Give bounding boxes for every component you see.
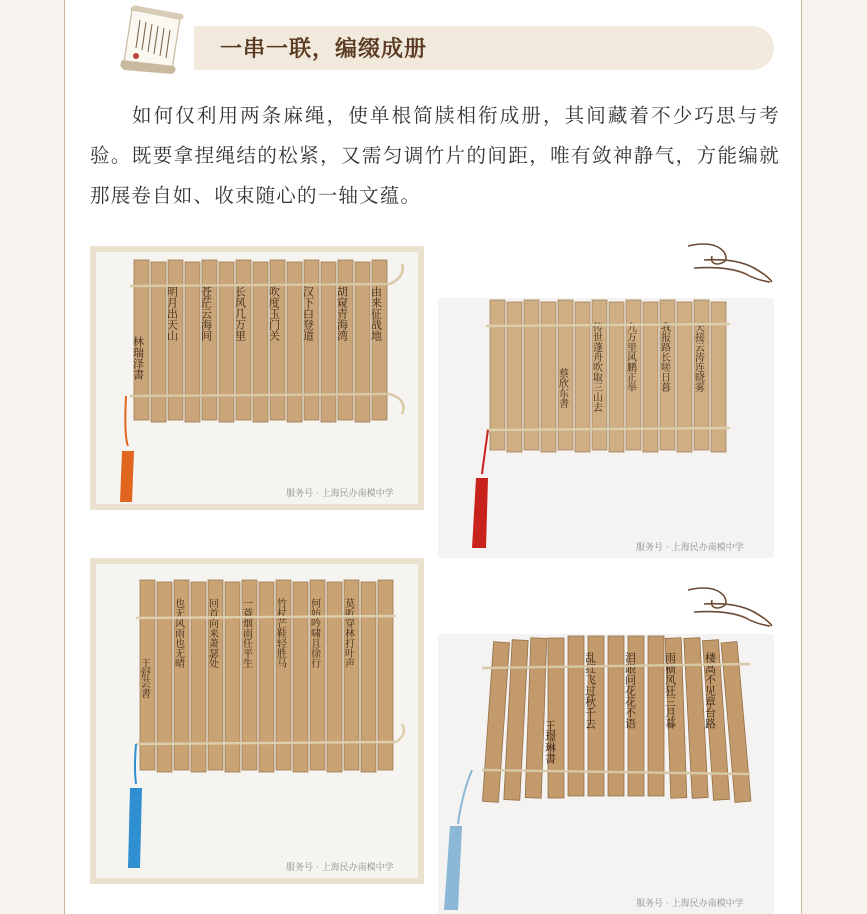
svg-text:蔡欣东書: 蔡欣东書 <box>556 368 568 408</box>
svg-text:传世蓬舟吹取三山去: 传世蓬舟吹取三山去 <box>590 322 602 412</box>
svg-text:天接云涛连晓雾: 天接云涛连晓雾 <box>692 322 704 392</box>
section-title: 一串一联，编缀成册 <box>220 37 428 62</box>
svg-text:泪眼问花花不语: 泪眼问花花不语 <box>623 652 637 729</box>
svg-text:九万里风鹏正举: 九万里风鹏正举 <box>624 322 636 392</box>
svg-text:王舒芸書: 王舒芸書 <box>138 658 150 698</box>
svg-text:何妨吟啸且徐行: 何妨吟啸且徐行 <box>308 598 320 668</box>
tassel <box>120 451 134 502</box>
tassel-cord <box>135 744 136 784</box>
svg-text:由来征战地: 由来征战地 <box>369 286 383 341</box>
svg-text:胡窥青海湾: 胡窥青海湾 <box>335 286 349 341</box>
bamboo-scroll-image <box>90 246 424 510</box>
watermark: 服务号 · 上海民办南模中学 <box>636 899 744 909</box>
svg-text:乱红飞过秋千去: 乱红飞过秋千去 <box>583 652 597 729</box>
bamboo-slip-photo-1 <box>90 246 424 510</box>
cloud-swirl-icon <box>684 238 774 286</box>
svg-text:林瑞泽書: 林瑞泽書 <box>131 336 145 380</box>
svg-text:竹杖芒鞋轻胜马: 竹杖芒鞋轻胜马 <box>274 598 286 668</box>
bamboo-scroll-image <box>438 298 774 558</box>
svg-text:汉下白登道: 汉下白登道 <box>301 286 315 341</box>
bamboo-slip-photo-3 <box>90 558 424 884</box>
watermark: 服务号 · 上海民办南模中学 <box>636 543 744 553</box>
tassel <box>128 788 142 868</box>
section-paragraph: 如何仅利用两条麻绳，使单根简牍相衔成册，其间藏着不少巧思与考验。既要拿捏绳结的松紧，又需匀调竹片的间距，唯有敛神静气，方能编就那展卷自如、收束随心的一轴文蕴。 <box>90 104 780 207</box>
svg-text:我报路长嗟日暮: 我报路长嗟日暮 <box>658 322 670 392</box>
scroll-icon <box>114 4 188 76</box>
bamboo-slip-photo-2 <box>438 298 774 558</box>
svg-text:也无风雨也无晴: 也无风雨也无晴 <box>172 598 184 668</box>
svg-text:苍茫云海间: 苍茫云海间 <box>199 286 213 341</box>
tassel <box>472 478 488 548</box>
svg-text:楼高不见章台路: 楼高不见章台路 <box>703 652 717 729</box>
svg-text:回首向来萧瑟处: 回首向来萧瑟处 <box>206 598 218 668</box>
svg-text:莫听穿林打叶声: 莫听穿林打叶声 <box>342 598 354 668</box>
bamboo-slip-photo-4 <box>438 634 774 914</box>
svg-text:雨横风狂三月暮: 雨横风狂三月暮 <box>663 652 677 729</box>
tassel-cord <box>482 430 488 474</box>
svg-text:长风几万里: 长风几万里 <box>233 286 247 341</box>
svg-text:王璟琳書: 王璟琳書 <box>543 720 557 764</box>
watermark: 服务号 · 上海民办南模中学 <box>286 863 394 873</box>
tassel <box>444 826 462 910</box>
bamboo-scroll-image <box>90 558 424 884</box>
svg-text:明月出天山: 明月出天山 <box>165 286 179 341</box>
tassel-cord <box>125 396 128 446</box>
svg-text:吹度玉门关: 吹度玉门关 <box>267 286 281 341</box>
tassel-cord <box>458 770 472 824</box>
bamboo-scroll-image <box>438 634 774 914</box>
cloud-swirl-icon <box>684 582 774 630</box>
watermark: 服务号 · 上海民办南模中学 <box>286 489 394 499</box>
svg-text:一蓑烟雨任平生: 一蓑烟雨任平生 <box>240 598 252 668</box>
